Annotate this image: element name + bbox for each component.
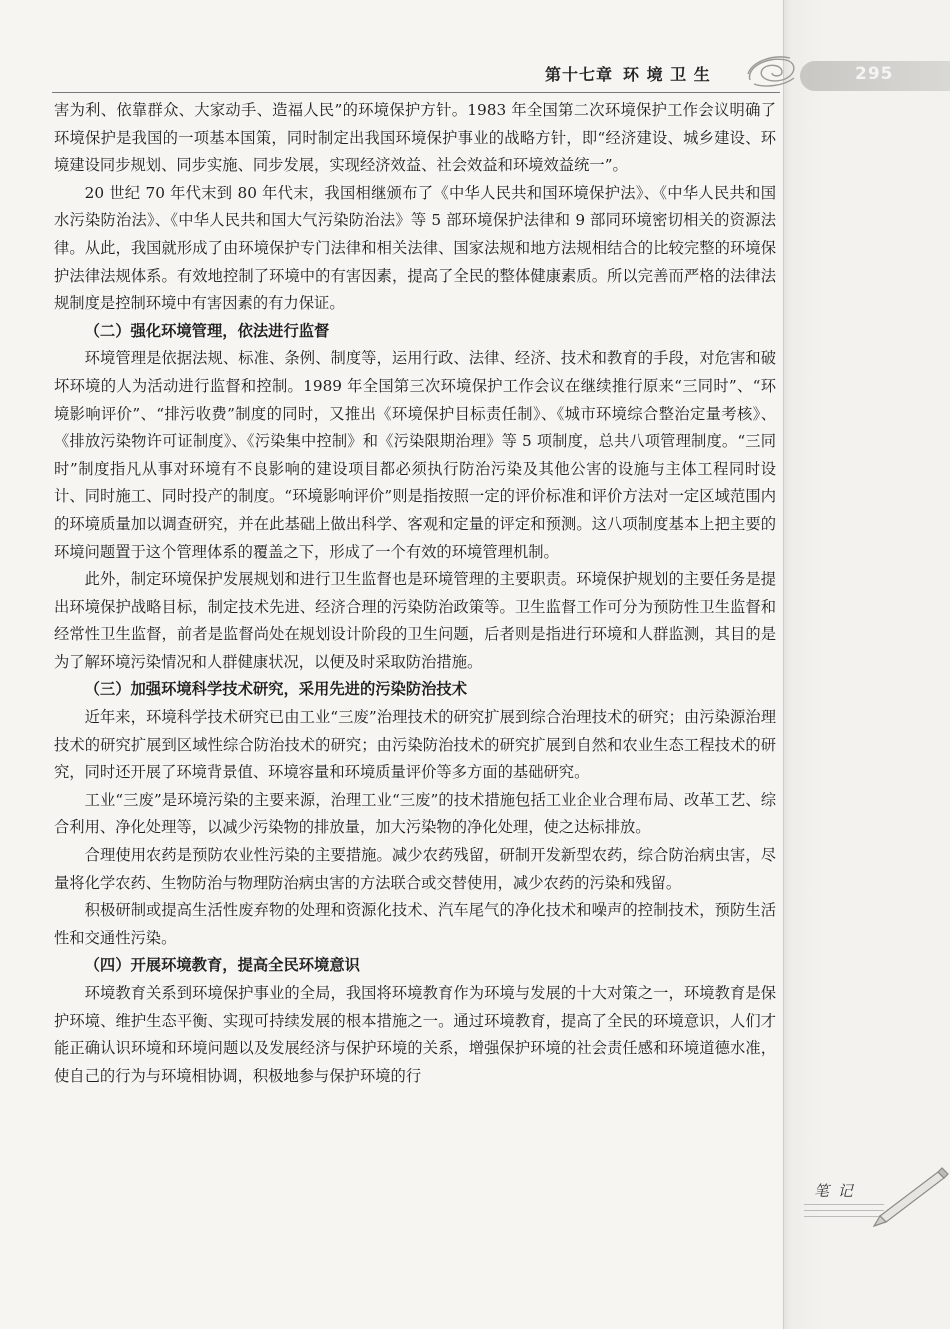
paragraph: 害为利、依靠群众、大家动手、造福人民”的环境保护方针。1983 年全国第二次环境保护工作会议明确了环境保护是我国的一项基本国策，同时制定出我国环境保护事业的战略方针，即“经济建设、城乡建设、环境建设同步规划、同步实施、同步发展，实现经济效益、社会效益和环境效益统一”。	[54, 101, 776, 175]
notes-label: 笔 记	[814, 1182, 855, 1200]
page-number: 295	[855, 64, 894, 84]
paragraph: 工业“三废”是环境污染的主要来源，治理工业“三废”的技术措施包括工业企业合理布局、改革工艺、综合利用、净化处理等，以减少污染物的排放量，加大污染物的净化处理，使之达标排放。	[54, 790, 776, 837]
chapter-heading	[545, 62, 711, 85]
pencil-icon	[860, 1158, 950, 1228]
paragraph: 此外，制定环境保护发展规划和进行卫生监督也是环境管理的主要职责。环境保护规划的主要任务是提出环境保护战略目标，制定技术先进、经济合理的污染防治政策等。卫生监督工作可分为预防性卫生监督和经常性卫生监督，前者是监督尚处在规划设计阶段的卫生问题，后者则是指进行环境和人群监测，其目的是为了解环境污染情况和人群健康状况，以便及时采取防治措施。	[54, 570, 776, 671]
body-text	[54, 97, 776, 1090]
section-heading: （三）加强环境科学技术研究，采用先进的污染防治技术	[84, 680, 468, 699]
notes-area	[800, 1158, 950, 1228]
spiral-logo-icon	[742, 50, 802, 92]
chapter-title: 环 境 卫 生	[623, 65, 711, 84]
paragraph: 20 世纪 70 年代末到 80 年代末，我国相继颁布了《中华人民共和国环境保护法》、《中华人民共和国水污染防治法》、《中华人民共和国大气污染防治法》等 5 部环境保护法律和 9 部同环境密切相关的资源法律。从此，我国就形成了由环境保护专门法律和相关法律、国家法规和地方法规相结合的比较完整的环境保护法律法规体系。有效地控制了环境中的有害因素，提高了全民的整体健康素质。所以完善而严格的法律法规制度是控制环境中有害因素的有力保证。	[54, 183, 776, 313]
paragraph: 环境教育关系到环境保护事业的全局，我国将环境教育作为环境与发展的十大对策之一，环境教育是保护环境、维护生态平衡、实现可持续发展的根本措施之一。通过环境教育，提高了全民的环境意识，人们才能正确认识环境和环境问题以及发展经济与保护环境的关系，增强保护环境的社会责任感和环境道德水准，使自己的行为与环境相协调，积极地参与保护环境的行	[54, 984, 776, 1085]
chapter-number: 第十七章	[545, 65, 614, 84]
paragraph: 环境管理是依据法规、标准、条例、制度等，运用行政、法律、经济、技术和教育的手段，对危害和破坏环境的人为活动进行监督和控制。1989 年全国第三次环境保护工作会议在继续推行原来“三同时”、“环境影响评价”、“排污收费”制度的同时，又推出《环境保护目标责任制》、《城市环境综合整治定量考核》、《排放污染物许可证制度》、《污染集中控制》和《污染限期治理》等 5 项制度，总共八项管理制度。“三同时”制度指凡从事对环境有不良影响的建设项目都必须执行防治污染及其他公害的设施与主体工程同时设计、同时施工、同时投产的制度。“环境影响评价”则是指按照一定的评价标准和评价方法对一定区域范围内的环境质量加以调查研究，并在此基础上做出科学、客观和定量的评定和预测。这八项制度基本上把主要的环境问题置于这个管理体系的覆盖之下，形成了一个有效的环境管理机制。	[54, 349, 776, 561]
section-heading: （二）强化环境管理，依法进行监督	[84, 321, 330, 340]
page-margin-strip	[783, 0, 950, 1329]
paragraph: 积极研制或提高生活性废弃物的处理和资源化技术、汽车尾气的净化技术和噪声的控制技术，预防生活性和交通性污染。	[54, 901, 776, 947]
header-rule	[52, 92, 780, 93]
paragraph: 近年来，环境科学技术研究已由工业“三废”治理技术的研究扩展到综合治理技术的研究；由污染源治理技术的研究扩展到区域性综合防治技术的研究；由污染防治技术的研究扩展到自然和农业生态工程技术的研究，同时还开展了环境背景值、环境容量和环境质量评价等多方面的基础研究。	[54, 708, 776, 782]
section-heading: （四）开展环境教育，提高全民环境意识	[84, 956, 360, 975]
paragraph: 合理使用农药是预防农业性污染的主要措施。减少农药残留，研制开发新型农药，综合防治病虫害，尽量将化学农药、生物防治与物理防治病虫害的方法联合或交替使用，减少农药的污染和残留。	[54, 846, 776, 892]
